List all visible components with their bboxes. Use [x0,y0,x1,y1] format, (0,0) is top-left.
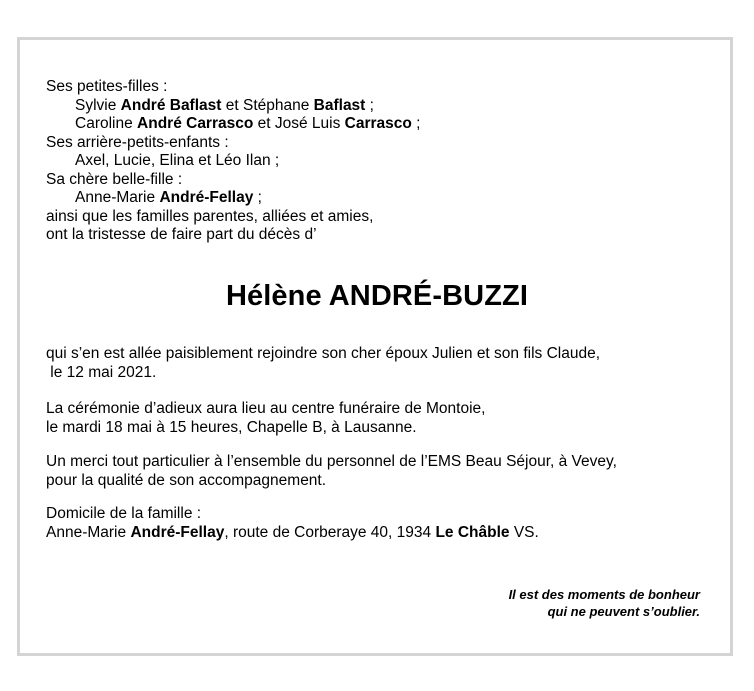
family-list [46,78,716,245]
ceremony-paragraph: La cérémonie d’adieux aura lieu au centre funéraire de Montoie, le mardi 18 mai à 15 heures, Chapelle B, à Lausanne. [46,400,486,436]
relatives-line: ainsi que les familles parentes, alliées et amies, [46,207,374,225]
passing-paragraph: qui s’en est allée paisiblement rejoindre son cher époux Julien et son fils Claude, le 12 mai 2021. [46,345,601,381]
family-member-line: Sylvie André Baflast et Stéphane Baflast ; [75,96,374,114]
daughter-in-law-heading: Sa chère belle-fille : [46,170,183,188]
thanks-paragraph: Un merci tout particulier à l’ensemble du personnel de l’EMS Beau Séjour, à Vevey, pour la qualité de son accompagnement. [46,453,617,489]
announcement-line: ont la tristesse de faire part du décès d’ [46,226,317,243]
closing-quote: Il est des moments de bonheur qui ne peuvent s’oublier. [508,587,700,619]
address-paragraph: Domicile de la famille : Anne-Marie André-Fellay, route de Corberaye 40, 1934 Le Châble VS. [46,505,539,541]
deceased-name: Hélène ANDRÉ-BUZZI [225,280,529,312]
granddaughters-heading: Ses petites-filles : [46,78,168,95]
great-grandchildren-heading: Ses arrière-petits-enfants : [46,133,229,151]
family-member-line: Axel, Lucie, Elina et Léo Ilan ; [75,152,280,169]
family-member-line: Anne-Marie André-Fellay ; [75,189,262,206]
family-member-line: Caroline André Carrasco et José Luis Carrasco ; [75,115,421,132]
